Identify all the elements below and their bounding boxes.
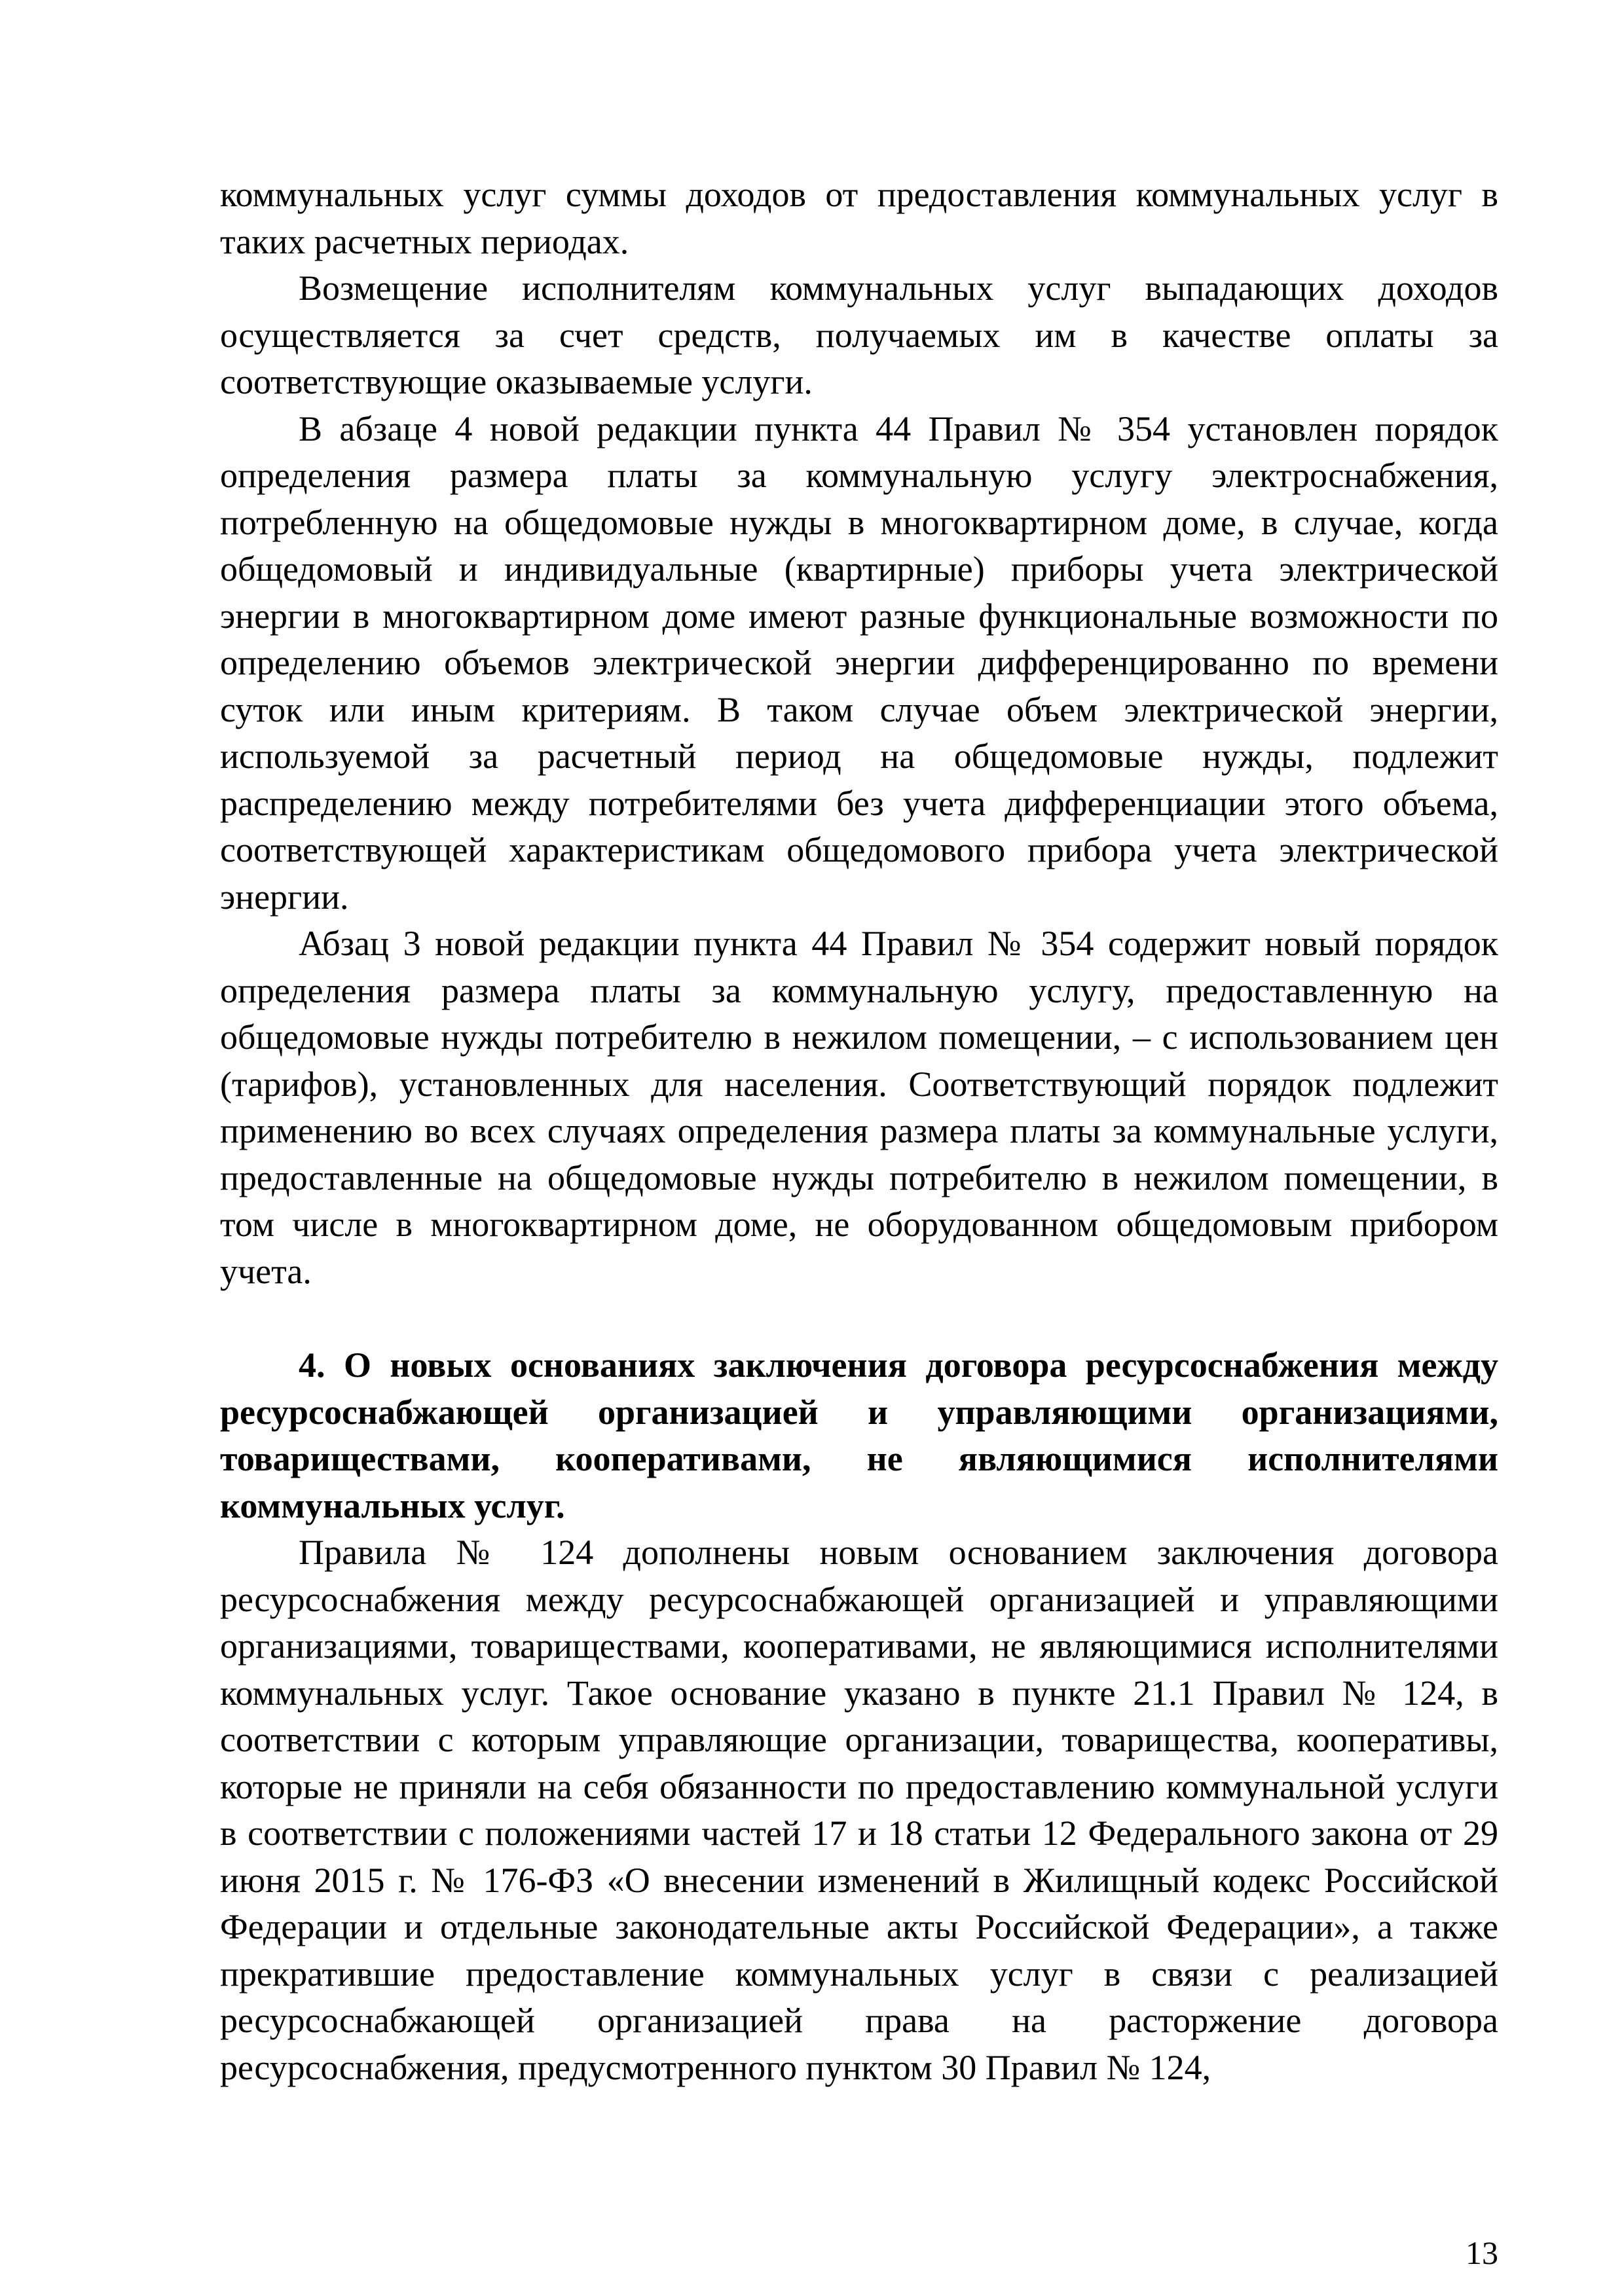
document-body [220,172,1498,2091]
paragraph-electricity-odn: В абзаце 4 новой редакции пункта 44 Правил № 354 установлен порядок определения размера платы за коммунальную услугу электроснабжения, потребленную на общедомовые нужды в многоквартирном доме, в случае, когда общедомовый и индивидуальные (квартирные) приборы учета электрической энергии в многоквартирном доме имеют разные функциональные возможности по определению объемов электрической энергии дифференцированно по времени суток или иным критериям. В таком случае объем электрической энергии, используемой за расчетный период на общедомовые нужды, подлежит распределению между потребителями без учета дифференциации этого объема, соответствующей характеристикам общедомового прибора учета электрической энергии. [220,409,1498,917]
section-heading-4: 4. О новых основаниях заключения договора ресурсоснабжения между ресурсоснабжающей организацией и управляющими организациями, товариществами, кооперативами, не являющимися исполнителями коммунальных услуг. [220,1345,1498,1525]
paragraph-continuation: коммунальных услуг суммы доходов от предоставления коммунальных услуг в таких расчетных периодах. [220,175,1498,261]
paragraph-compensation: Возмещение исполнителям коммунальных услуг выпадающих доходов осуществляется за счет средств, получаемых им в качестве оплаты за соответствующие оказываемые услуги. [220,268,1498,401]
paragraph-rules-124: Правила № 124 дополнены новым основанием заключения договора ресурсоснабжения между ресурсоснабжающей организацией и управляющими организациями, товариществами, кооперативами, не являющимися исполнителями коммунальных услуг. Такое основание указано в пункте 21.1 Правил № 124, в соответствии с которым управляющие организации, товарищества, кооперативы, которые не приняли на себя обязанности по предоставлению коммунальной услуги в соответствии с положениями частей 17 и 18 статьи 12 Федерального закона от 29 июня 2015 г. № 176-ФЗ «О внесении изменений в Жилищный кодекс Российской Федерации и отдельные законодательные акты Российской Федерации», а также прекратившие предоставление коммунальных услуг в связи с реализацией ресурсоснабжающей организацией права на расторжение договора ресурсоснабжения, предусмотренного пунктом 30 Правил № 124, [220,1533,1498,2087]
page-number: 13 [1466,2234,1498,2271]
paragraph-nonresidential: Абзац 3 новой редакции пункта 44 Правил № 354 содержит новый порядок определения размера платы за коммунальную услугу, предоставленную на общедомовые нужды потребителю в нежилом помещении, – с использованием цен (тарифов), установленных для населения. Соответствующий порядок подлежит применению во всех случаях определения размера платы за коммунальные услуги, предоставленные на общедомовые нужды потребителю в нежилом помещении, в том числе в многоквартирном доме, не оборудованном общедомовым прибором учета. [220,924,1498,1291]
